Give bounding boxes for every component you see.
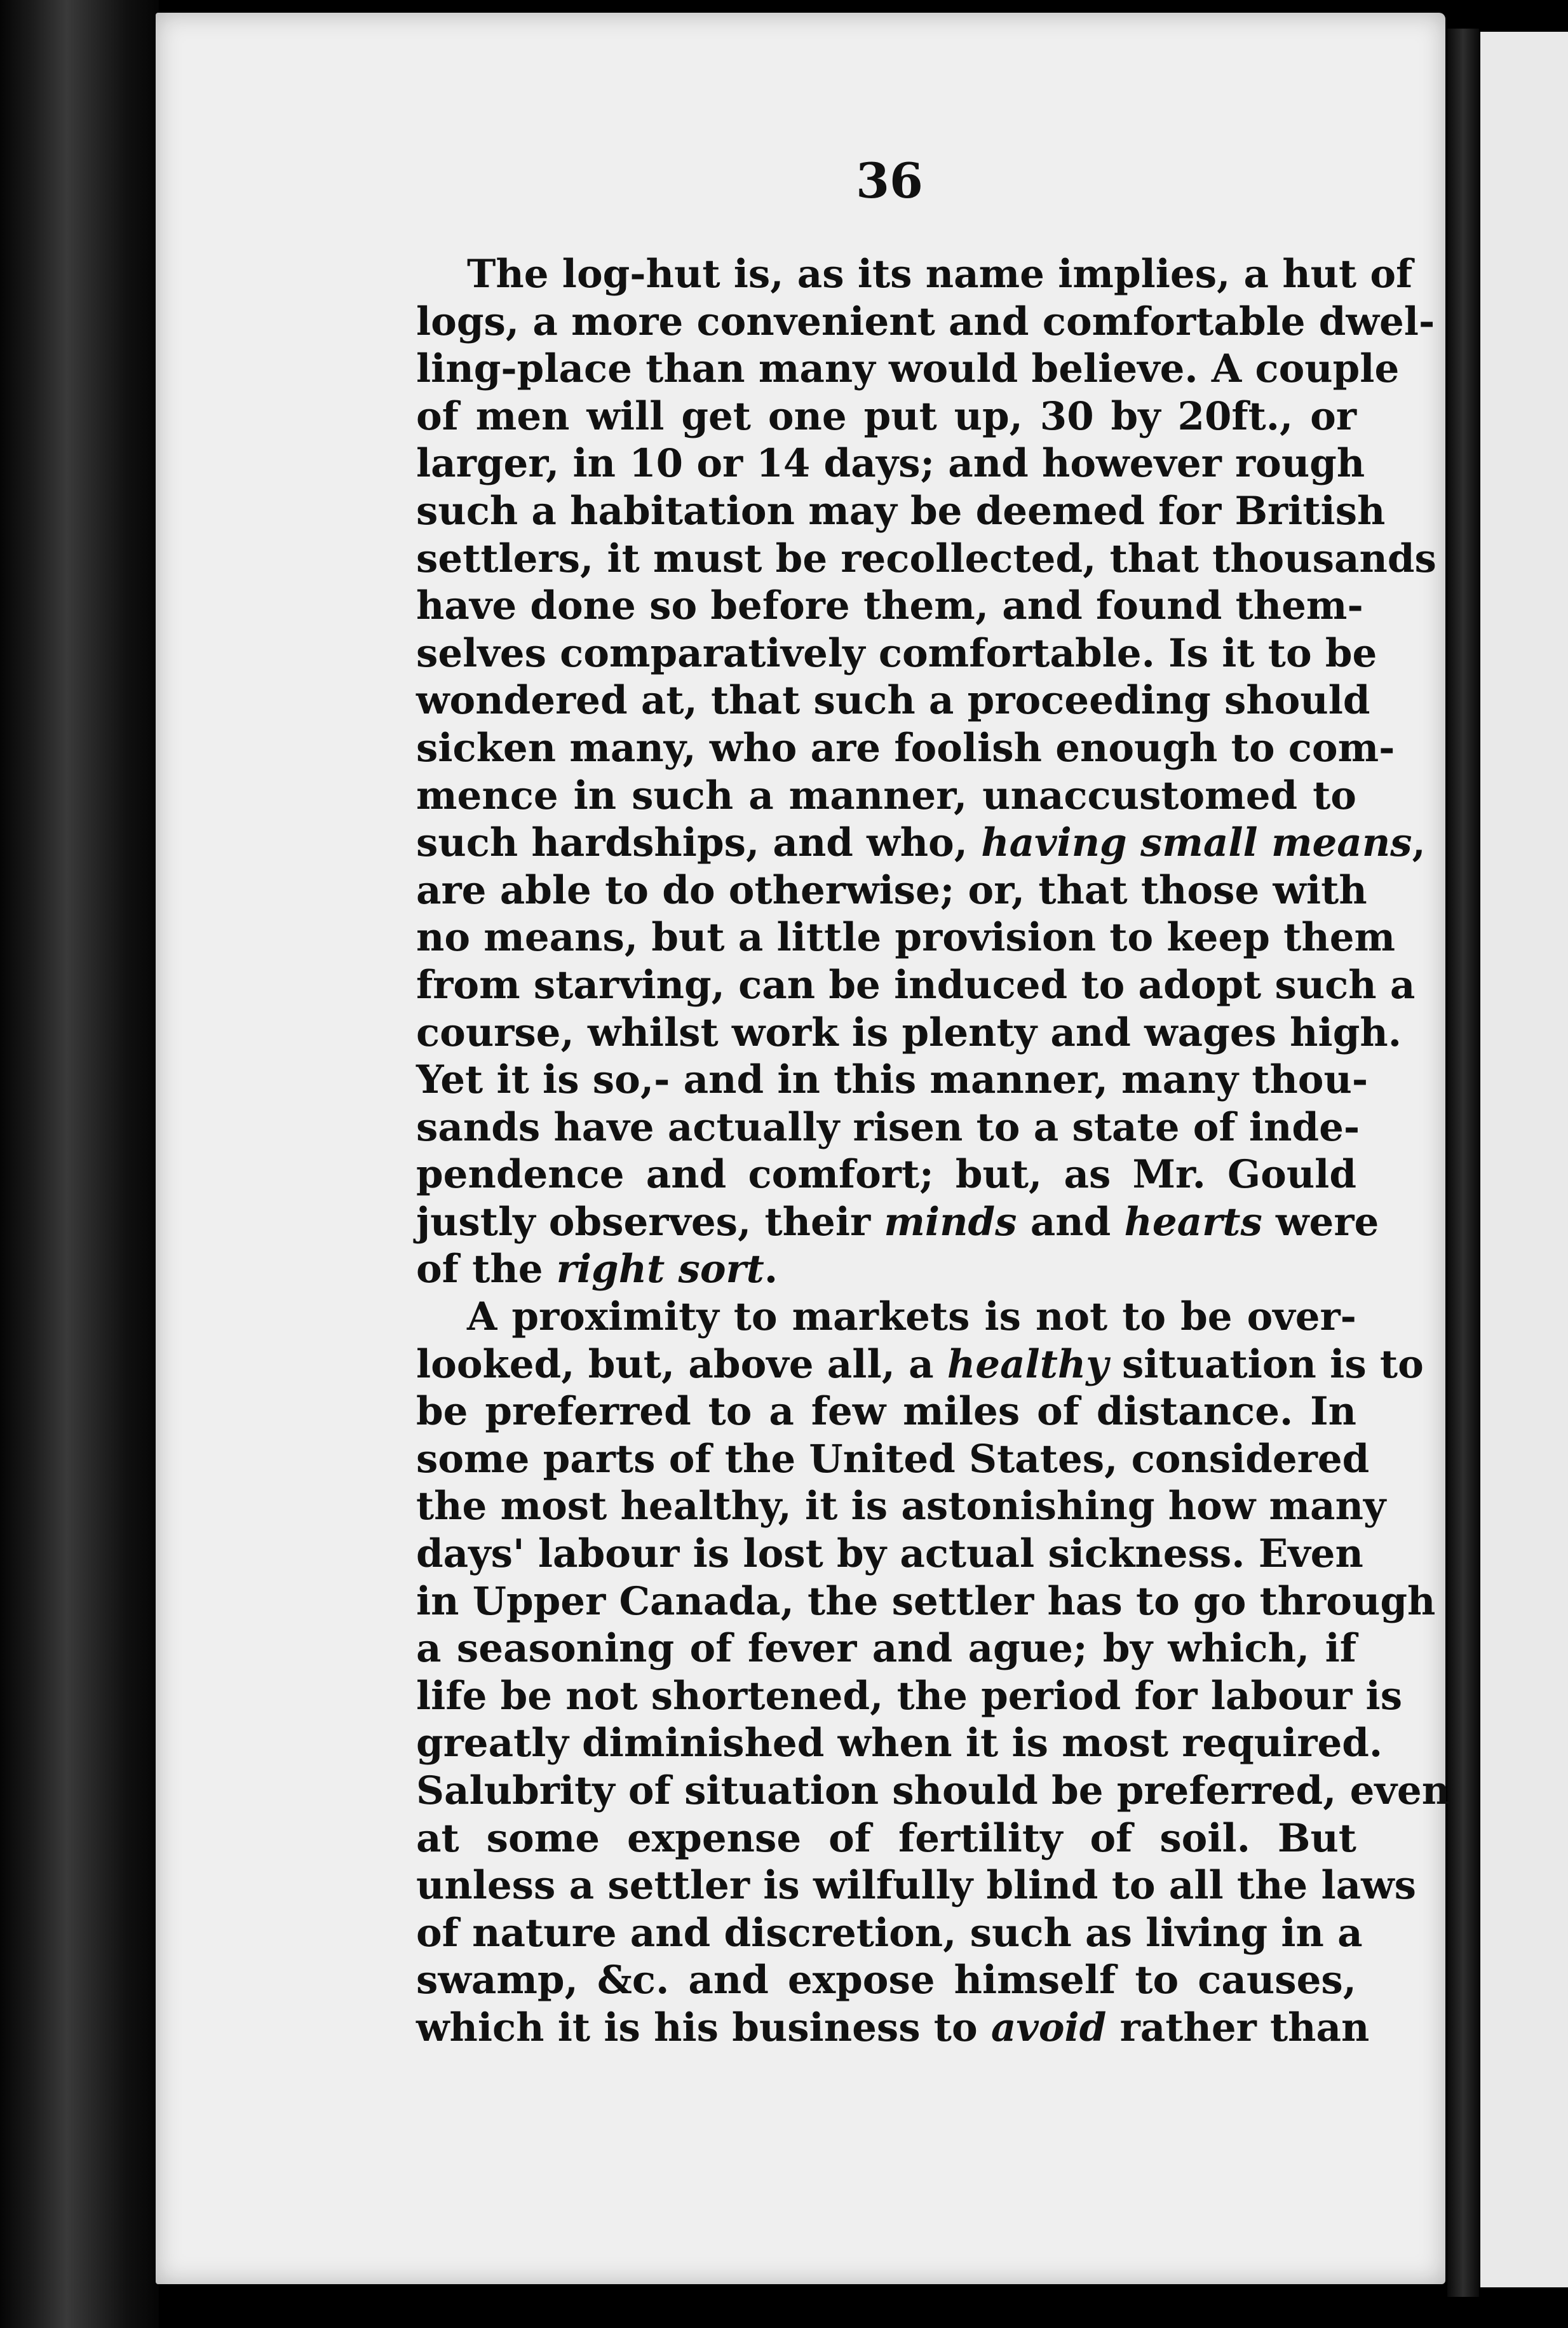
- text-segment: are able to do otherwise; or, that those with: [416, 867, 1367, 913]
- text-line: [416, 1246, 1356, 1294]
- text-line: [416, 536, 1436, 583]
- text-line: [416, 1815, 1356, 1863]
- text-line: [416, 914, 1396, 962]
- text-segment: of the: [416, 1247, 557, 1292]
- text-segment: pendence and comfort; but, as Mr. Gould: [416, 1152, 1356, 1198]
- italic-text: minds: [884, 1199, 1017, 1245]
- text-segment: wondered at, that such a proceeding should: [416, 678, 1370, 724]
- text-segment: greatly diminished when it is most required.: [416, 1721, 1383, 1766]
- text-segment: such a habitation may be deemed for British: [416, 488, 1386, 534]
- text-line: [416, 1388, 1356, 1436]
- text-line: [416, 725, 1395, 773]
- text-line: [416, 1341, 1424, 1389]
- text-line: [416, 1673, 1403, 1721]
- text-line: [416, 1483, 1386, 1531]
- text-line: [416, 1720, 1383, 1768]
- text-line: [416, 440, 1365, 488]
- text-line: [416, 583, 1363, 630]
- text-segment: in Upper Canada, the settler has to go through: [416, 1578, 1436, 1624]
- text-segment: the most healthy, it is astonishing how many: [416, 1484, 1386, 1529]
- text-line: [416, 299, 1435, 346]
- text-segment: unless a settler is wilfully blind to all the laws: [416, 1863, 1417, 1909]
- text-line: [416, 393, 1356, 441]
- text-segment: of nature and discretion, such as living in a: [416, 1910, 1363, 1956]
- text-line: [416, 1910, 1363, 1958]
- paragraph: [416, 1294, 1450, 2052]
- body-text: [416, 251, 1450, 2052]
- text-segment: life be not shortened, the period for labour is: [416, 1673, 1403, 1719]
- text-segment: swamp, &c. and expose himself to causes,: [416, 1958, 1356, 2003]
- text-segment: settlers, it must be recollected, that thousands: [416, 536, 1436, 581]
- italic-text: right sort: [556, 1247, 764, 1292]
- text-line: [416, 1199, 1379, 1247]
- text-segment: selves comparatively comfortable. Is it to be: [416, 630, 1377, 676]
- text-segment: .: [764, 1247, 778, 1292]
- text-line: [416, 1057, 1369, 1104]
- text-line: [416, 820, 1426, 867]
- text-segment: situation is to: [1108, 1341, 1424, 1387]
- book-spine-left: [0, 0, 159, 2328]
- text-line: [416, 1531, 1363, 1578]
- text-line: [416, 630, 1377, 678]
- text-line: [416, 2005, 1370, 2052]
- text-segment: from starving, can be induced to adopt such a: [416, 962, 1416, 1008]
- italic-text: healthy: [947, 1341, 1109, 1387]
- text-line: [416, 346, 1400, 393]
- paragraph: [416, 251, 1436, 1294]
- text-segment: ling-place than many would believe. A couple: [416, 346, 1400, 392]
- text-line: [416, 867, 1367, 915]
- text-segment: no means, but a little provision to keep them: [416, 915, 1396, 961]
- text-segment: rather than: [1106, 2005, 1370, 2050]
- text-segment: some parts of the United States, considered: [416, 1436, 1370, 1482]
- text-line: [416, 1436, 1370, 1484]
- text-line: [416, 1625, 1356, 1673]
- text-segment: ,: [1412, 820, 1426, 866]
- text-line: [416, 1862, 1417, 1910]
- text-segment: a seasoning of fever and ague; by which, if: [416, 1626, 1356, 1672]
- text-segment: course, whilst work is plenty and wages high.: [416, 1010, 1402, 1055]
- italic-text: avoid: [990, 2005, 1107, 2050]
- text-segment: Salubrity of situation should be preferred, even: [416, 1768, 1450, 1813]
- text-segment: and: [1017, 1199, 1125, 1245]
- text-line: [416, 251, 1413, 299]
- text-segment: logs, a more convenient and comfortable dwel-: [416, 299, 1435, 344]
- text-segment: such hardships, and who,: [416, 820, 982, 866]
- page-number: 36: [856, 152, 923, 209]
- text-segment: A proximity to markets is not to be over-: [467, 1294, 1356, 1340]
- text-line: [416, 677, 1370, 725]
- text-segment: were: [1262, 1199, 1379, 1245]
- text-line: [416, 773, 1356, 820]
- text-segment: mence in such a manner, unaccustomed to: [416, 773, 1356, 818]
- text-segment: which it is his business to: [416, 2005, 991, 2050]
- text-segment: sands have actually risen to a state of inde-: [416, 1104, 1360, 1150]
- text-line: [416, 1957, 1356, 2005]
- text-line: [416, 1104, 1360, 1152]
- text-segment: of men will get one put up, 30 by 20ft., or: [416, 393, 1356, 439]
- text-segment: larger, in 10 or 14 days; and however rough: [416, 441, 1365, 487]
- text-line: [416, 488, 1386, 536]
- italic-text: hearts: [1124, 1199, 1262, 1245]
- text-segment: Yet it is so,- and in this manner, many thou-: [416, 1057, 1369, 1103]
- text-line: [416, 1151, 1356, 1199]
- text-segment: sicken many, who are foolish enough to com-: [416, 725, 1395, 771]
- text-line: [416, 1768, 1450, 1815]
- text-line: [416, 1578, 1436, 1626]
- text-segment: looked, but, above all, a: [416, 1341, 947, 1387]
- page-gutter-right: [1447, 29, 1479, 2297]
- text-segment: The log-hut is, as its name implies, a hut of: [467, 252, 1413, 297]
- text-line: [416, 962, 1416, 1010]
- text-segment: justly observes, their: [416, 1199, 884, 1245]
- facing-page-edge: [1480, 32, 1568, 2287]
- text-segment: at some expense of fertility of soil. But: [416, 1815, 1356, 1861]
- italic-text: having small means: [981, 820, 1412, 866]
- text-segment: have done so before them, and found them-: [416, 583, 1363, 629]
- text-line: [416, 1294, 1356, 1341]
- text-segment: be preferred to a few miles of distance. In: [416, 1389, 1356, 1435]
- text-line: [416, 1010, 1402, 1057]
- text-segment: days' labour is lost by actual sickness. Even: [416, 1531, 1363, 1577]
